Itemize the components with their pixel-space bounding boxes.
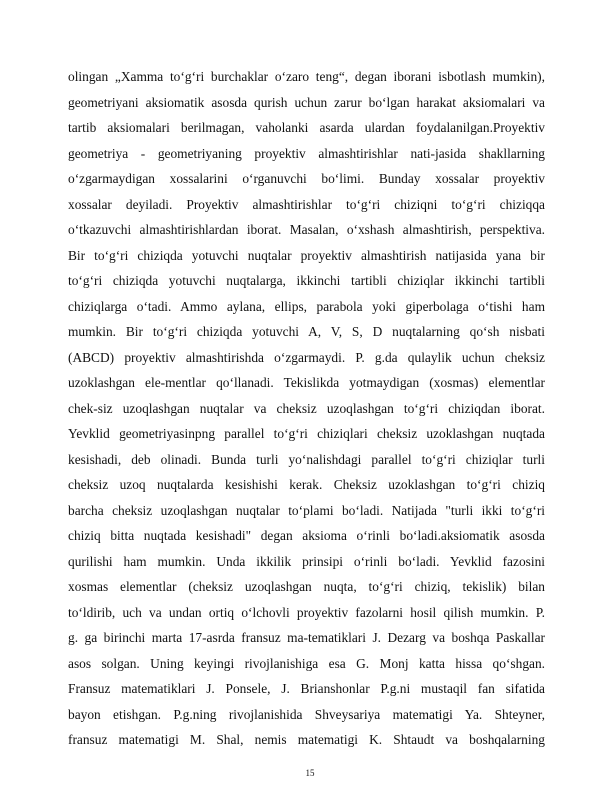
text-line: (ABCD) proyektiv almashtirishda o‘zgarmaydi. P. g.da qulaylik uchun cheksiz bbox=[68, 349, 545, 365]
text-line: xossalar deyiladi. Proyektiv almashtirishlar to‘g‘ri chiziqni to‘g‘ri chiziqqa bbox=[68, 196, 545, 212]
body-text bbox=[68, 64, 545, 753]
text-line: to‘ldirib, uch va undan ortiq o‘lchovli proyektiv fazolarni hosil qilish mumkin. P. bbox=[68, 604, 545, 620]
text-line: Bir to‘g‘ri chiziqda yotuvchi nuqtalar proyektiv almashtirish natijasida yana bir bbox=[68, 247, 545, 263]
text-line: uzoklashgan ele-mentlar qo‘llanadi. Tekislikda yotmaydigan (xosmas) elementlar bbox=[68, 375, 545, 390]
text-line: o‘tkazuvchi almashtirishlardan iborat. Masalan, o‘xshash almashtirish, perspektiva. bbox=[68, 222, 545, 237]
text-line: g. ga birinchi marta 17-asrda fransuz ma-tematiklari J. Dezarg va boshqa Paskallar bbox=[68, 630, 545, 645]
text-line: chiziq bitta nuqtada kesishadi" degan aksioma o‘rinli bo‘ladi.aksiomatik asosda bbox=[68, 528, 545, 543]
text-line: asos solgan. Uning keyingi rivojlanishiga esa G. Monj katta hissa qo‘shgan. bbox=[68, 655, 545, 671]
text-line: cheksiz uzoq nuqtalarda kesishishi kerak. Cheksiz uzoklashgan to‘g‘ri chiziq bbox=[68, 477, 545, 492]
text-line: tartib aksiomalari berilmagan, vaholanki asarda ulardan foydalanilgan.Proyektiv bbox=[68, 120, 545, 135]
text-line: mumkin. Bir to‘g‘ri chiziqda yotuvchi A, V, S, D nuqtalarning qo‘sh nisbati bbox=[68, 324, 545, 339]
text-line: barcha cheksiz uzoqlashgan nuqtalar to‘plami bo‘ladi. Natijada "turli ikki to‘g‘ri bbox=[68, 502, 545, 518]
text-line: chek-siz uzoqlashgan nuqtalar va cheksiz uzoqlashgan to‘g‘ri chiziqdan iborat. bbox=[68, 400, 545, 416]
text-line: xosmas elementlar (cheksiz uzoqlashgan nuqta, to‘g‘ri chiziq, tekislik) bilan bbox=[68, 579, 545, 594]
text-line: chiziqlarga o‘tadi. Ammo aylana, ellips, parabola yoki giperbolaga o‘tishi ham bbox=[68, 298, 545, 314]
text-line: qurilishi ham mumkin. Unda ikkilik prinsipi o‘rinli bo‘ladi. Yevklid fazosini bbox=[68, 553, 545, 569]
text-line: bayon etishgan. P.g.ning rivojlanishida Shveysariya matematigi Ya. Shteyner, bbox=[68, 706, 545, 722]
page-number: 15 bbox=[305, 768, 315, 778]
text-line: olingan „Xamma to‘g‘ri burchaklar o‘zaro teng“, degan iborani isbotlash mumkin), bbox=[68, 69, 545, 84]
text-line: geometriya - geometriyaning proyektiv almashtirishlar nati-jasida shakllarning bbox=[68, 145, 545, 161]
text-line: Fransuz matematiklari J. Ponsele, J. Brianshonlar P.g.ni mustaqil fan sifatida bbox=[68, 681, 545, 696]
text-line: Yevklid geometriyasinpng parallel to‘g‘ri chiziqlari cheksiz uzoklashgan nuqtada bbox=[68, 426, 545, 441]
text-line: geometriyani aksiomatik asosda qurish uchun zarur bo‘lgan harakat aksiomalari va bbox=[68, 94, 545, 110]
text-line: fransuz matematigi M. Shal, nemis matematigi K. Shtaudt va boshqalarning bbox=[68, 732, 545, 747]
text-line: to‘g‘ri chiziqda yotuvchi nuqtalarga, ikkinchi tartibli chiziqlar ikkinchi tartibli bbox=[68, 273, 545, 288]
text-line: o‘zgarmaydigan xossalarini o‘rganuvchi bo‘limi. Bunday xossalar proyektiv bbox=[68, 171, 545, 186]
text-line: kesishadi, deb olinadi. Bunda turli yo‘nalishdagi parallel to‘g‘ri chiziqlar turli bbox=[68, 451, 545, 467]
